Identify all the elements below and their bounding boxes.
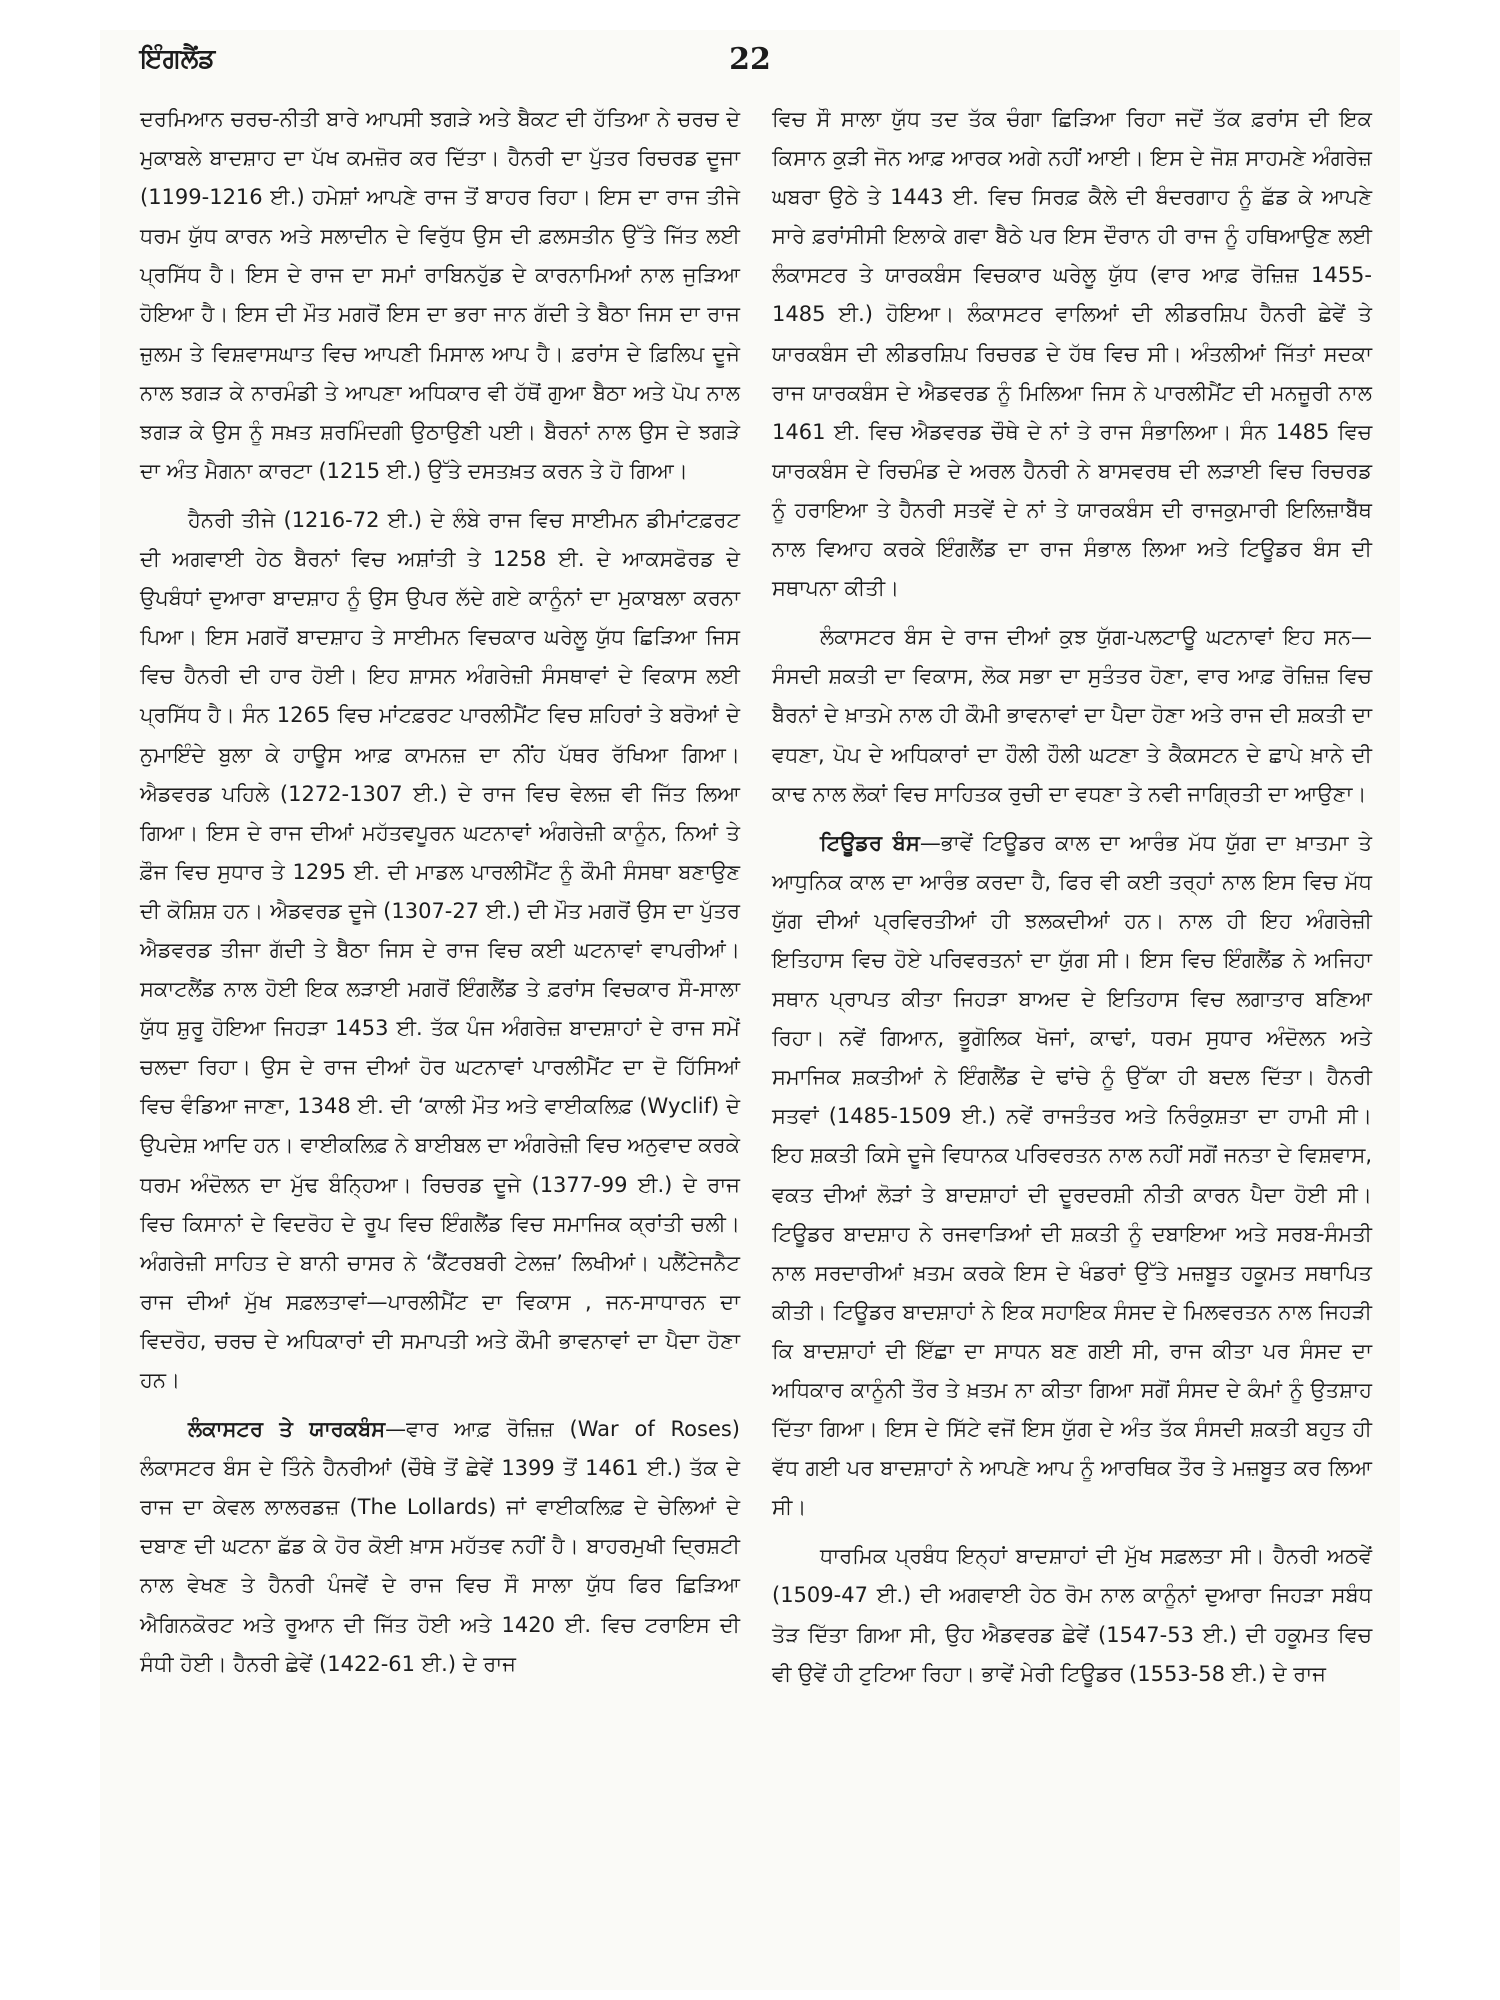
right-column	[772, 100, 1372, 1704]
paragraph: ਧਾਰਮਿਕ ਪ੍ਰਬੰਧ ਇਨ੍ਹਾਂ ਬਾਦਸ਼ਾਹਾਂ ਦੀ ਮੁੱਖ ਸਫ਼ਲਤਾ ਸੀ। ਹੈਨਰੀ ਅਠਵੇਂ (1509-47 ਈ.) ਦੀ ਅਗਵਾਈ ਹੇਠ ਰੋਮ ਨਾਲ ਕਾਨੂੰਨਾਂ ਦੁਆਰਾ ਜਿਹੜਾ ਸਬੰਧ ਤੋੜ ਦਿੱਤਾ ਗਿਆ ਸੀ, ਉਹ ਐਡਵਰਡ ਛੇਵੇਂ (1547-53 ਈ.) ਦੀ ਹਕੂਮਤ ਵਿਚ ਵੀ ਉਵੇਂ ਹੀ ਟੁਟਿਆ ਰਿਹਾ। ਭਾਵੇਂ ਮੇਰੀ ਟਿਊਡਰ (1553-58 ਈ.) ਦੇ ਰਾਜ	[772, 1544, 1372, 1686]
paragraph-text: —ਭਾਵੇਂ ਟਿਊਡਰ ਕਾਲ ਦਾ ਆਰੰਭ ਮੱਧ ਯੁੱਗ ਦਾ ਖ਼ਾਤਮਾ ਤੇ ਆਧੁਨਿਕ ਕਾਲ ਦਾ ਆਰੰਭ ਕਰਦਾ ਹੈ, ਫਿਰ ਵੀ ਕਈ ਤਰ੍ਹਾਂ ਨਾਲ ਇਸ ਵਿਚ ਮੱਧ ਯੁੱਗ ਦੀਆਂ ਪ੍ਰਵਿਰਤੀਆਂ ਹੀ ਝਲਕਦੀਆਂ ਹਨ। ਨਾਲ ਹੀ ਇਹ ਅੰਗਰੇਜ਼ੀ ਇਤਿਹਾਸ ਵਿਚ ਹੋਏ ਪਰਿਵਰਤਨਾਂ ਦਾ ਯੁੱਗ ਸੀ। ਇਸ ਵਿਚ ਇੰਗਲੈਂਡ ਨੇ ਅਜਿਹਾ ਸਥਾਨ ਪ੍ਰਾਪਤ ਕੀਤਾ ਜਿਹੜਾ ਬਾਅਦ ਦੇ ਇਤਿਹਾਸ ਵਿਚ ਲਗਾਤਾਰ ਬਣਿਆ ਰਿਹਾ। ਨਵੇਂ ਗਿਆਨ, ਭੂਗੋਲਿਕ ਖੋਜਾਂ, ਕਾਢਾਂ, ਧਰਮ ਸੁਧਾਰ ਅੰਦੋਲਨ ਅਤੇ ਸਮਾਜਿਕ ਸ਼ਕਤੀਆਂ ਨੇ ਇੰਗਲੈਂਡ ਦੇ ਢਾਂਚੇ ਨੂੰ ਉੱਕਾ ਹੀ ਬਦਲ ਦਿੱਤਾ। ਹੈਨਰੀ ਸਤਵਾਂ (1485-1509 ਈ.) ਨਵੇਂ ਰਾਜਤੰਤਰ ਅਤੇ ਨਿਰੰਕੁਸ਼ਤਾ ਦਾ ਹਾਮੀ ਸੀ। ਇਹ ਸ਼ਕਤੀ ਕਿਸੇ ਦੂਜੇ ਵਿਧਾਨਕ ਪਰਿਵਰਤਨ ਨਾਲ ਨਹੀਂ ਸਗੋਂ ਜਨਤਾ ਦੇ ਵਿਸ਼ਵਾਸ, ਵਕਤ ਦੀਆਂ ਲੋੜਾਂ ਤੇ ਬਾਦਸ਼ਾਹਾਂ ਦੀ ਦੂਰਦਰਸ਼ੀ ਨੀਤੀ ਕਾਰਨ ਪੈਦਾ ਹੋਈ ਸੀ। ਟਿਊਡਰ ਬਾਦਸ਼ਾਹ ਨੇ ਰਜਵਾੜਿਆਂ ਦੀ ਸ਼ਕਤੀ ਨੂੰ ਦਬਾਇਆ ਅਤੇ ਸਰਬ-ਸੰਮਤੀ ਨਾਲ ਸਰਦਾਰੀਆਂ ਖ਼ਤਮ ਕਰਕੇ ਇਸ ਦੇ ਖੰਡਰਾਂ ਉੱਤੇ ਮਜ਼ਬੂਤ ਹਕੂਮਤ ਸਥਾਪਿਤ ਕੀਤੀ। ਟਿਊਡਰ ਬਾਦਸ਼ਾਹਾਂ ਨੇ ਇਕ ਸਹਾਇਕ ਸੰਸਦ ਦੇ ਮਿਲਵਰਤਨ ਨਾਲ ਜਿਹੜੀ ਕਿ ਬਾਦਸ਼ਾਹਾਂ ਦੀ ਇੱਛਾ ਦਾ ਸਾਧਨ ਬਣ ਗਈ ਸੀ, ਰਾਜ ਕੀਤਾ ਪਰ ਸੰਸਦ ਦਾ ਅਧਿਕਾਰ ਕਾਨੂੰਨੀ ਤੌਰ ਤੇ ਖ਼ਤਮ ਨਾ ਕੀਤਾ ਗਿਆ ਸਗੋਂ ਸੰਸਦ ਦੇ ਕੰਮਾਂ ਨੂੰ ਉਤਸ਼ਾਹ ਦਿੱਤਾ ਗਿਆ। ਇਸ ਦੇ ਸਿੱਟੇ ਵਜੋਂ ਇਸ ਯੁੱਗ ਦੇ ਅੰਤ ਤੱਕ ਸੰਸਦੀ ਸ਼ਕਤੀ ਬਹੁਤ ਹੀ ਵੱਧ ਗਈ ਪਰ ਬਾਦਸ਼ਾਹਾਂ ਨੇ ਆਪਣੇ ਆਪ ਨੂੰ ਆਰਥਿਕ ਤੌਰ ਤੇ ਮਜ਼ਬੂਤ ਕਰ ਲਿਆ ਸੀ।	[772, 830, 1372, 1520]
paragraph: ਵਿਚ ਸੌ ਸਾਲਾ ਯੁੱਧ ਤਦ ਤੱਕ ਚੰਗਾ ਛਿੜਿਆ ਰਿਹਾ ਜਦੋਂ ਤੱਕ ਫ਼ਰਾਂਸ ਦੀ ਇਕ ਕਿਸਾਨ ਕੁੜੀ ਜੋਨ ਆਫ਼ ਆਰਕ ਅਗੇ ਨਹੀਂ ਆਈ। ਇਸ ਦੇ ਜੋਸ਼ ਸਾਹਮਣੇ ਅੰਗਰੇਜ਼ ਘਬਰਾ ਉਠੇ ਤੇ 1443 ਈ. ਵਿਚ ਸਿਰਫ਼ ਕੈਲੇ ਦੀ ਬੰਦਰਗਾਹ ਨੂੰ ਛੱਡ ਕੇ ਆਪਣੇ ਸਾਰੇ ਫ਼ਰਾਂਸੀਸੀ ਇਲਾਕੇ ਗਵਾ ਬੈਠੇ ਪਰ ਇਸ ਦੌਰਾਨ ਹੀ ਰਾਜ ਨੂੰ ਹਥਿਆਉਣ ਲਈ ਲੰਕਾਸਟਰ ਤੇ ਯਾਰਕਬੰਸ ਵਿਚਕਾਰ ਘਰੇਲੂ ਯੁੱਧ (ਵਾਰ ਆਫ਼ ਰੋਜ਼ਿਜ਼ 1455-1485 ਈ.) ਹੋਇਆ। ਲੰਕਾਸਟਰ ਵਾਲਿਆਂ ਦੀ ਲੀਡਰਸ਼ਿਪ ਹੈਨਰੀ ਛੇਵੇਂ ਤੇ ਯਾਰਕਬੰਸ ਦੀ ਲੀਡਰਸ਼ਿਪ ਰਿਚਰਡ ਦੇ ਹੱਥ ਵਿਚ ਸੀ। ਅੰਤਲੀਆਂ ਜਿੱਤਾਂ ਸਦਕਾ ਰਾਜ ਯਾਰਕਬੰਸ ਦੇ ਐਡਵਰਡ ਨੂੰ ਮਿਲਿਆ ਜਿਸ ਨੇ ਪਾਰਲੀਮੈਂਟ ਦੀ ਮਨਜ਼ੂਰੀ ਨਾਲ 1461 ਈ. ਵਿਚ ਐਡਵਰਡ ਚੌਥੇ ਦੇ ਨਾਂ ਤੇ ਰਾਜ ਸੰਭਾਲਿਆ। ਸੰਨ 1485 ਵਿਚ ਯਾਰਕਬੰਸ ਦੇ ਰਿਚਮੰਡ ਦੇ ਅਰਲ ਹੈਨਰੀ ਨੇ ਬਾਸਵਰਥ ਦੀ ਲੜਾਈ ਵਿਚ ਰਿਚਰਡ ਨੂੰ ਹਰਾਇਆ ਤੇ ਹੈਨਰੀ ਸਤਵੇਂ ਦੇ ਨਾਂ ਤੇ ਯਾਰਕਬੰਸ ਦੀ ਰਾਜਕੁਮਾਰੀ ਇਲਿਜ਼ਾਬੈੱਥ ਨਾਲ ਵਿਆਹ ਕਰਕੇ ਇੰਗਲੈਂਡ ਦਾ ਰਾਜ ਸੰਭਾਲ ਲਿਆ ਅਤੇ ਟਿਊਡਰ ਬੰਸ ਦੀ ਸਥਾਪਨਾ ਕੀਤੀ।	[772, 107, 1372, 601]
paragraph: ਲੰਕਾਸਟਰ ਬੰਸ ਦੇ ਰਾਜ ਦੀਆਂ ਕੁਝ ਯੁੱਗ-ਪਲਟਾਊ ਘਟਨਾਵਾਂ ਇਹ ਸਨ— ਸੰਸਦੀ ਸ਼ਕਤੀ ਦਾ ਵਿਕਾਸ, ਲੋਕ ਸਭਾ ਦਾ ਸੁਤੰਤਰ ਹੋਣਾ, ਵਾਰ ਆਫ਼ ਰੋਜ਼ਿਜ਼ ਵਿਚ ਬੈਰਨਾਂ ਦੇ ਖ਼ਾਤਮੇ ਨਾਲ ਹੀ ਕੌਮੀ ਭਾਵਨਾਵਾਂ ਦਾ ਪੈਦਾ ਹੋਣਾ ਅਤੇ ਰਾਜ ਦੀ ਸ਼ਕਤੀ ਦਾ ਵਧਣਾ, ਪੋਪ ਦੇ ਅਧਿਕਾਰਾਂ ਦਾ ਹੌਲੀ ਹੌਲੀ ਘਟਣਾ ਤੇ ਕੈਕਸਟਨ ਦੇ ਛਾਪੇ ਖ਼ਾਨੇ ਦੀ ਕਾਢ ਨਾਲ ਲੋਕਾਂ ਵਿਚ ਸਾਹਿਤਕ ਰੁਚੀ ਦਾ ਵਧਣਾ ਤੇ ਨਵੀ ਜਾਗ੍ਰਿਤੀ ਦਾ ਆਉਣਾ।	[772, 625, 1372, 806]
left-column	[140, 100, 740, 1694]
page-number: 22	[729, 42, 771, 77]
paragraph-text: —ਵਾਰ ਆਫ਼ ਰੋਜ਼ਿਜ਼ (War of Roses) ਲੰਕਾਸਟਰ ਬੰਸ ਦੇ ਤਿੰਨੇ ਹੈਨਰੀਆਂ (ਚੌਥੇ ਤੋਂ ਛੇਵੇਂ 1399 ਤੋਂ 1461 ਈ.) ਤੱਕ ਦੇ ਰਾਜ ਦਾ ਕੇਵਲ ਲਾਲਰਡਜ਼ (The Lollards) ਜਾਂ ਵਾਈਕਲਿਫ਼ ਦੇ ਚੇਲਿਆਂ ਦੇ ਦਬਾਣ ਦੀ ਘਟਨਾ ਛੱਡ ਕੇ ਹੋਰ ਕੋਈ ਖ਼ਾਸ ਮਹੱਤਵ ਨਹੀਂ ਹੈ। ਬਾਹਰਮੁਖੀ ਦ੍ਰਿਸ਼ਟੀ ਨਾਲ ਵੇਖਣ ਤੇ ਹੈਨਰੀ ਪੰਜਵੇਂ ਦੇ ਰਾਜ ਵਿਚ ਸੌ ਸਾਲਾ ਯੁੱਧ ਫਿਰ ਛਿੜਿਆ ਐਗਿਨਕੋਰਟ ਅਤੇ ਰੂਆਨ ਦੀ ਜਿੱਤ ਹੋਈ ਅਤੇ 1420 ਈ. ਵਿਚ ਟਰਾਇਸ ਦੀ ਸੰਧੀ ਹੋਈ। ਹੈਨਰੀ ਛੇਵੇਂ (1422-61 ਈ.) ਦੇ ਰਾਜ	[140, 1417, 741, 1676]
section-paragraph	[140, 1410, 740, 1684]
book-page	[100, 30, 1400, 1990]
section-heading: ਟਿਊਡਰ ਬੰਸ	[820, 830, 920, 855]
paragraph: ਹੈਨਰੀ ਤੀਜੇ (1216-72 ਈ.) ਦੇ ਲੰਬੇ ਰਾਜ ਵਿਚ ਸਾਈਮਨ ਡੀਮਾਂਟਫ਼ਰਟ ਦੀ ਅਗਵਾਈ ਹੇਠ ਬੈਰਨਾਂ ਵਿਚ ਅਸ਼ਾਂਤੀ ਤੇ 1258 ਈ. ਦੇ ਆਕਸਫੋਰਡ ਦੇ ਉਪਬੰਧਾਂ ਦੁਆਰਾ ਬਾਦਸ਼ਾਹ ਨੂੰ ਉਸ ਉਪਰ ਲੱਦੇ ਗਏ ਕਾਨੂੰਨਾਂ ਦਾ ਮੁਕਾਬਲਾ ਕਰਨਾ ਪਿਆ। ਇਸ ਮਗਰੋਂ ਬਾਦਸ਼ਾਹ ਤੇ ਸਾਈਮਨ ਵਿਚਕਾਰ ਘਰੇਲੂ ਯੁੱਧ ਛਿੜਿਆ ਜਿਸ ਵਿਚ ਹੈਨਰੀ ਦੀ ਹਾਰ ਹੋਈ। ਇਹ ਸ਼ਾਸਨ ਅੰਗਰੇਜ਼ੀ ਸੰਸਥਾਵਾਂ ਦੇ ਵਿਕਾਸ ਲਈ ਪ੍ਰਸਿੱਧ ਹੈ। ਸੰਨ 1265 ਵਿਚ ਮਾਂਟਫ਼ਰਟ ਪਾਰਲੀਮੈਂਟ ਵਿਚ ਸ਼ਹਿਰਾਂ ਤੇ ਬਰੋਆਂ ਦੇ ਨੁਮਾਇੰਦੇ ਬੁਲਾ ਕੇ ਹਾਊਸ ਆਫ਼ ਕਾਮਨਜ਼ ਦਾ ਨੀਂਹ ਪੱਥਰ ਰੱਖਿਆ ਗਿਆ। ਐਡਵਰਡ ਪਹਿਲੇ (1272-1307 ਈ.) ਦੇ ਰਾਜ ਵਿਚ ਵੇਲਜ਼ ਵੀ ਜਿੱਤ ਲਿਆ ਗਿਆ। ਇਸ ਦੇ ਰਾਜ ਦੀਆਂ ਮਹੱਤਵਪੂਰਨ ਘਟਨਾਵਾਂ ਅੰਗਰੇਜ਼ੀ ਕਾਨੂੰਨ, ਨਿਆਂ ਤੇ ਫ਼ੌਜ ਵਿਚ ਸੁਧਾਰ ਤੇ 1295 ਈ. ਦੀ ਮਾਡਲ ਪਾਰਲੀਮੈਂਟ ਨੂੰ ਕੌਮੀ ਸੰਸਥਾ ਬਣਾਉਣ ਦੀ ਕੋਸ਼ਿਸ਼ ਹਨ। ਐਡਵਰਡ ਦੂਜੇ (1307-27 ਈ.) ਦੀ ਮੌਤ ਮਗਰੋਂ ਉਸ ਦਾ ਪੁੱਤਰ ਐਡਵਰਡ ਤੀਜਾ ਗੱਦੀ ਤੇ ਬੈਠਾ ਜਿਸ ਦੇ ਰਾਜ ਵਿਚ ਕਈ ਘਟਨਾਵਾਂ ਵਾਪਰੀਆਂ। ਸਕਾਟਲੈਂਡ ਨਾਲ ਹੋਈ ਇਕ ਲੜਾਈ ਮਗਰੋਂ ਇੰਗਲੈਂਡ ਤੇ ਫ਼ਰਾਂਸ ਵਿਚਕਾਰ ਸੌ-ਸਾਲਾ ਯੁੱਧ ਸ਼ੁਰੂ ਹੋਇਆ ਜਿਹੜਾ 1453 ਈ. ਤੱਕ ਪੰਜ ਅੰਗਰੇਜ਼ ਬਾਦਸ਼ਾਹਾਂ ਦੇ ਰਾਜ ਸਮੇਂ ਚਲਦਾ ਰਿਹਾ। ਉਸ ਦੇ ਰਾਜ ਦੀਆਂ ਹੋਰ ਘਟਨਾਵਾਂ ਪਾਰਲੀਮੈਂਟ ਦਾ ਦੋ ਹਿੱਸਿਆਂ ਵਿਚ ਵੰਡਿਆ ਜਾਣਾ, 1348 ਈ. ਦੀ ‘ਕਾਲੀ ਮੌਤ ਅਤੇ ਵਾਈਕਲਿਫ਼ (Wyclif) ਦੇ ਉਪਦੇਸ਼ ਆਦਿ ਹਨ। ਵਾਈਕਲਿਫ਼ ਨੇ ਬਾਈਬਲ ਦਾ ਅੰਗਰੇਜ਼ੀ ਵਿਚ ਅਨੁਵਾਦ ਕਰਕੇ ਧਰਮ ਅੰਦੋਲਨ ਦਾ ਮੁੱਢ ਬੰਨ੍ਹਿਆ। ਰਿਚਰਡ ਦੂਜੇ (1377-99 ਈ.) ਦੇ ਰਾਜ ਵਿਚ ਕਿਸਾਨਾਂ ਦੇ ਵਿਦਰੋਹ ਦੇ ਰੂਪ ਵਿਚ ਇੰਗਲੈਂਡ ਵਿਚ ਸਮਾਜਿਕ ਕ੍ਰਾਂਤੀ ਚਲੀ। ਅੰਗਰੇਜ਼ੀ ਸਾਹਿਤ ਦੇ ਬਾਨੀ ਚਾਸਰ ਨੇ ‘ਕੈਂਟਰਬਰੀ ਟੇਲਜ਼’ ਲਿਖੀਆਂ। ਪਲੈਂਟੇਜਨੈਟ ਰਾਜ ਦੀਆਂ ਮੁੱਖ ਸਫ਼ਲਤਾਵਾਂ—ਪਾਰਲੀਮੈਂਟ ਦਾ ਵਿਕਾਸ , ਜਨ-ਸਾਧਾਰਨ ਦਾ ਵਿਦਰੋਹ, ਚਰਚ ਦੇ ਅਧਿਕਾਰਾਂ ਦੀ ਸਮਾਪਤੀ ਅਤੇ ਕੌਮੀ ਭਾਵਨਾਵਾਂ ਦਾ ਪੈਦਾ ਹੋਣਾ ਹਨ।	[140, 507, 740, 1392]
page-header	[140, 44, 1360, 88]
running-head: ਇੰਗਲੈਂਡ	[140, 44, 216, 74]
paragraph: ਦਰਮਿਆਨ ਚਰਚ-ਨੀਤੀ ਬਾਰੇ ਆਪਸੀ ਝਗੜੇ ਅਤੇ ਬੈਕਟ ਦੀ ਹੱਤਿਆ ਨੇ ਚਰਚ ਦੇ ਮੁਕਾਬਲੇ ਬਾਦਸ਼ਾਹ ਦਾ ਪੱਖ ਕਮਜ਼ੋਰ ਕਰ ਦਿੱਤਾ। ਹੈਨਰੀ ਦਾ ਪੁੱਤਰ ਰਿਚਰਡ ਦੂਜਾ (1199-1216 ਈ.) ਹਮੇਸ਼ਾਂ ਆਪਣੇ ਰਾਜ ਤੋਂ ਬਾਹਰ ਰਿਹਾ। ਇਸ ਦਾ ਰਾਜ ਤੀਜੇ ਧਰਮ ਯੁੱਧ ਕਾਰਨ ਅਤੇ ਸਲਾਦੀਨ ਦੇ ਵਿਰੁੱਧ ਉਸ ਦੀ ਫ਼ਲਸਤੀਨ ਉੱਤੇ ਜਿੱਤ ਲਈ ਪ੍ਰਸਿੱਧ ਹੈ। ਇਸ ਦੇ ਰਾਜ ਦਾ ਸਮਾਂ ਰਾਬਿਨਹੁੱਡ ਦੇ ਕਾਰਨਾਮਿਆਂ ਨਾਲ ਜੁੜਿਆ ਹੋਇਆ ਹੈ। ਇਸ ਦੀ ਮੌਤ ਮਗਰੋਂ ਇਸ ਦਾ ਭਰਾ ਜਾਨ ਗੱਦੀ ਤੇ ਬੈਠਾ ਜਿਸ ਦਾ ਰਾਜ ਜ਼ੁਲਮ ਤੇ ਵਿਸ਼ਵਾਸਘਾਤ ਵਿਚ ਆਪਣੀ ਮਿਸਾਲ ਆਪ ਹੈ। ਫ਼ਰਾਂਸ ਦੇ ਫ਼ਿਲਿਪ ਦੂਜੇ ਨਾਲ ਝਗੜ ਕੇ ਨਾਰਮੰਡੀ ਤੇ ਆਪਣਾ ਅਧਿਕਾਰ ਵੀ ਹੱਥੋਂ ਗੁਆ ਬੈਠਾ ਅਤੇ ਪੋਪ ਨਾਲ ਝਗੜ ਕੇ ਉਸ ਨੂੰ ਸਖ਼ਤ ਸ਼ਰਮਿੰਦਗੀ ਉਠਾਉਣੀ ਪਈ। ਬੈਰਨਾਂ ਨਾਲ ਉਸ ਦੇ ਝਗੜੇ ਦਾ ਅੰਤ ਮੈਗਨਾ ਕਾਰਟਾ (1215 ਈ.) ਉੱਤੇ ਦਸਤਖ਼ਤ ਕਰਨ ਤੇ ਹੋ ਗਿਆ।	[140, 107, 740, 483]
section-heading: ਲੰਕਾਸਟਰ ਤੇ ਯਾਰਕਬੰਸ	[188, 1417, 386, 1442]
section-paragraph	[772, 824, 1372, 1528]
